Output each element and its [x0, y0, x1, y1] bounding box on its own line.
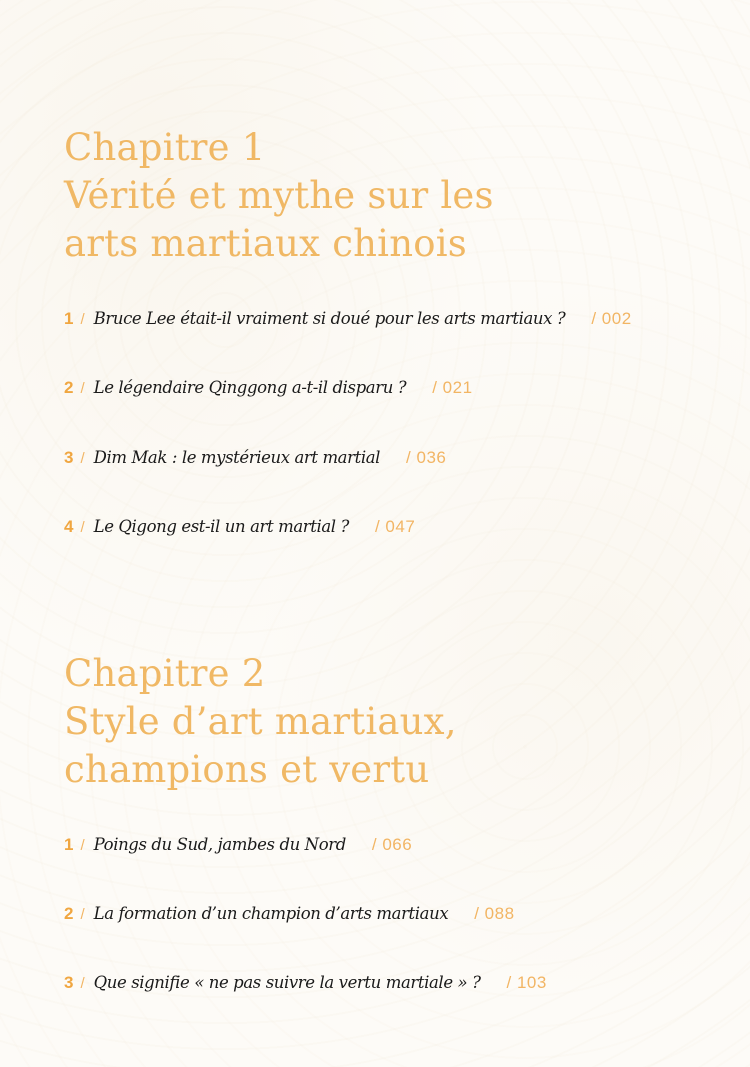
- entry-page-number: / 047: [374, 517, 416, 536]
- entry-title: Le légendaire Qinggong a-t-il disparu ?: [93, 378, 407, 397]
- entry-page-number: / 002: [591, 309, 632, 328]
- separator-slash: /: [80, 450, 85, 467]
- entry-title: Le Qigong est-il un art martial ?: [93, 517, 349, 536]
- separator-slash: /: [80, 519, 85, 536]
- entry-number: 3: [64, 973, 74, 992]
- separator-slash: /: [80, 906, 85, 923]
- chapter-2-heading: [64, 650, 457, 794]
- entry-number: 1: [64, 309, 74, 328]
- toc-entry[interactable]: [64, 309, 632, 329]
- entry-number: 1: [64, 835, 74, 854]
- toc-entry[interactable]: [64, 904, 515, 924]
- toc-entry[interactable]: [64, 973, 547, 993]
- entry-title: La formation d’un champion d’arts martiaux: [93, 904, 449, 923]
- entry-title: Dim Mak : le mystérieux art martial: [93, 448, 381, 467]
- entry-page-number: / 088: [474, 904, 515, 923]
- separator-slash: /: [80, 975, 85, 992]
- entry-number: 3: [64, 448, 74, 467]
- chapter-title-line: champions et vertu: [64, 748, 430, 791]
- toc-entry[interactable]: [64, 517, 415, 537]
- chapter-label: Chapitre 2: [64, 652, 266, 695]
- entry-page-number: / 021: [432, 378, 473, 397]
- entry-number: 2: [64, 378, 74, 397]
- entry-title: Que signifie « ne pas suivre la vertu martiale » ?: [93, 973, 481, 992]
- chapter-label: Chapitre 1: [64, 126, 266, 169]
- entry-title: Poings du Sud, jambes du Nord: [93, 835, 346, 854]
- toc-entry[interactable]: [64, 835, 412, 855]
- separator-slash: /: [80, 837, 85, 854]
- separator-slash: /: [80, 311, 85, 328]
- toc-entry[interactable]: [64, 378, 473, 398]
- chapter-title: [64, 650, 457, 794]
- chapter-title-line: Vérité et mythe sur les: [64, 174, 494, 217]
- entry-number: 4: [64, 517, 74, 536]
- entry-page-number: / 036: [406, 448, 447, 467]
- entry-title: Bruce Lee était-il vraiment si doué pour les arts martiaux ?: [93, 309, 566, 328]
- entry-page-number: / 103: [506, 973, 547, 992]
- chapter-title-line: arts martiaux chinois: [64, 222, 467, 265]
- entry-number: 2: [64, 904, 74, 923]
- entry-page-number: / 066: [371, 835, 413, 854]
- chapter-1-heading: [64, 124, 494, 268]
- separator-slash: /: [80, 380, 85, 397]
- toc-entry[interactable]: [64, 448, 446, 468]
- chapter-title-line: Style d’art martiaux,: [64, 700, 457, 743]
- chapter-title: [64, 124, 494, 268]
